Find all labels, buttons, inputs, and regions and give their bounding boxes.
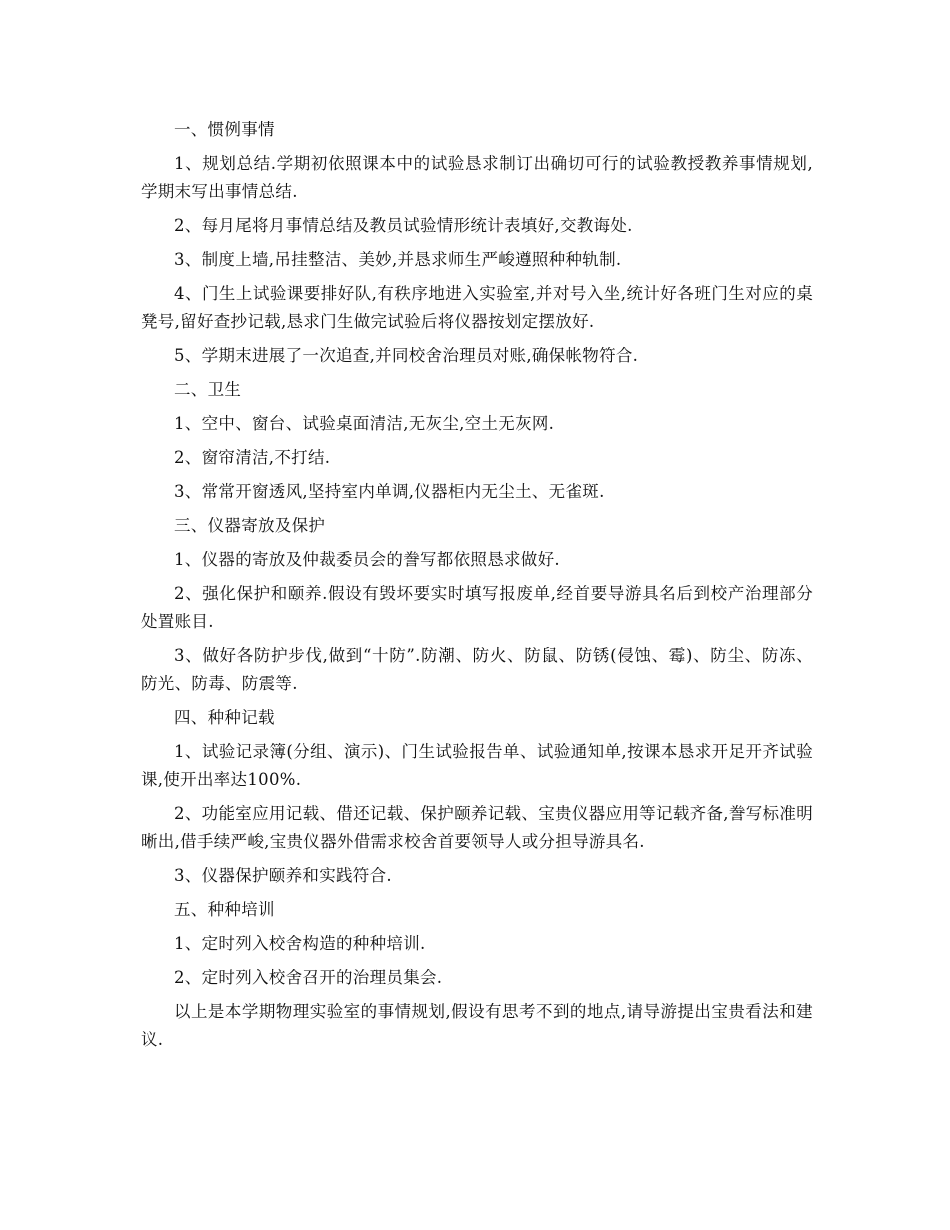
paragraph-closing: 以上是本学期物理实验室的事情规划,假设有思考不到的地点,请导游提出宝贵看法和建议. (141, 1002, 813, 1049)
paragraph-curtains: 2、窗帘清洁,不打结. (174, 448, 331, 467)
paragraph-maintenance-match: 3、仪器保护颐养和实践符合. (174, 866, 392, 885)
paragraph-student-lab-order: 4、门生上试验课要排好队,有秩序地进入实验室,并对号入坐,统计好各班门生对应的桌凳号,留好查抄记载,恳求门生做完试验后将仪器按划定摆放好. (141, 284, 813, 331)
section-heading-hygiene: 二、卫生 (174, 380, 242, 399)
paragraph-ten-protections: 3、做好各防护步伐,做到“十防”.防潮、防火、防鼠、防锈(侵蚀、霉)、防尘、防冻、防光、防毒、防震等. (141, 646, 813, 693)
paragraph-storage-records: 1、仪器的寄放及仲裁委员会的誊写都依照恳求做好. (174, 550, 560, 569)
section-heading-training: 五、种种培训 (174, 900, 275, 919)
paragraph-admin-meeting: 2、定时列入校舍召开的治理员集会. (174, 968, 443, 987)
section-heading-routine-work: 一、惯例事情 (174, 120, 275, 139)
paragraph-monthly-report: 2、每月尾将月事情总结及教员试验情形统计表填好,交教诲处. (174, 216, 633, 235)
paragraph-ventilation: 3、常常开窗透风,坚持室内单调,仪器柜内无尘土、无雀斑. (174, 482, 605, 501)
paragraph-plan-summary: 1、规划总结.学期初依照课本中的试验恳求制订出确切可行的试验教授教养事情规划,学期末写出事情总结. (141, 154, 813, 201)
paragraph-floor-clean: 1、空中、窗台、试验桌面清洁,无灰尘,空土无灰网. (174, 414, 555, 433)
paragraph-rules-on-wall: 3、制度上墙,吊挂整洁、美妙,并恳求师生严峻遵照种种轨制. (174, 250, 622, 269)
section-heading-instrument-storage: 三、仪器寄放及保护 (174, 516, 326, 535)
paragraph-term-end-check: 5、学期末进展了一次追查,并同校舍治理员对账,确保帐物符合. (174, 346, 639, 365)
paragraph-experiment-records: 1、试验记录簿(分组、演示)、门生试验报告单、试验通知单,按课本恳求开足开齐试验课,使开出率达100%. (141, 742, 813, 789)
section-heading-records: 四、种种记载 (174, 708, 275, 727)
paragraph-maintenance: 2、强化保护和颐养.假设有毁坏要实时填写报废单,经首要导游具名后到校产治理部分处置账目. (141, 584, 813, 631)
paragraph-training: 1、定时列入校舍构造的种种培训. (174, 934, 426, 953)
document-body (141, 116, 813, 1060)
paragraph-function-room-records: 2、功能室应用记载、借还记载、保护颐养记载、宝贵仪器应用等记载齐备,誊写标准明晰出,借手续严峻,宝贵仪器外借需求校舍首要领导人或分担导游具名. (141, 804, 813, 851)
